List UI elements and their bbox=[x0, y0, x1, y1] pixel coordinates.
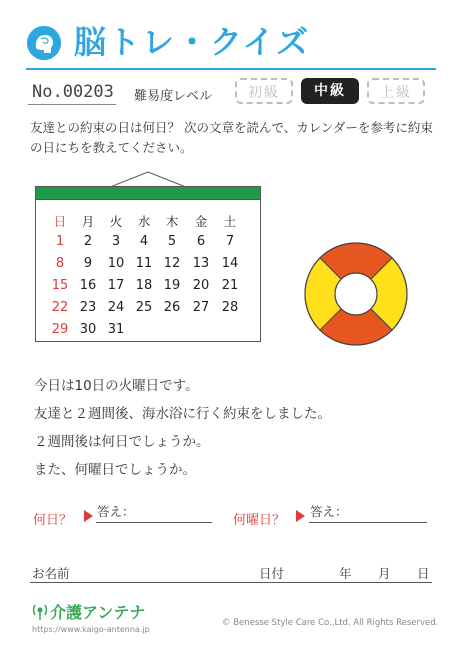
calendar-weekday: 火 bbox=[109, 214, 123, 229]
answer-question-day: 何日？ bbox=[33, 513, 73, 528]
year-label: 年 bbox=[339, 566, 352, 581]
calendar-day: 8 bbox=[55, 256, 65, 271]
calendar-day: 3 bbox=[111, 234, 121, 249]
calendar-weekday: 日 bbox=[53, 214, 67, 229]
calendar-day: 18 bbox=[135, 278, 153, 293]
calendar-day: 22 bbox=[51, 300, 69, 315]
answer-question-weekday: 何曜日？ bbox=[233, 513, 286, 528]
calendar-day: 12 bbox=[163, 256, 181, 271]
calendar-day: 2 bbox=[83, 234, 93, 249]
calendar-weekday: 土 bbox=[223, 214, 237, 229]
calendar-day: 1 bbox=[55, 234, 65, 249]
footer-line bbox=[30, 582, 432, 583]
calendar-weekday: 金 bbox=[194, 214, 208, 229]
level-badge-advanced: 上級 bbox=[367, 78, 425, 104]
day-label: 日 bbox=[417, 566, 430, 581]
calendar-day: 23 bbox=[79, 300, 97, 315]
calendar-day: 10 bbox=[107, 256, 125, 271]
calendar-header-bar bbox=[35, 186, 261, 200]
calendar-day: 29 bbox=[51, 322, 69, 337]
answer-line-day[interactable] bbox=[96, 522, 212, 523]
title-underline bbox=[26, 68, 436, 70]
date-label: 日付 bbox=[259, 566, 285, 581]
statement-4: また、何曜日でしょうか。 bbox=[34, 462, 196, 478]
calendar-day: 7 bbox=[225, 234, 235, 249]
copyright: © Benesse Style Care Co.,Ltd. All Rights Reserved. bbox=[222, 618, 439, 628]
calendar-day: 24 bbox=[107, 300, 125, 315]
difficulty-label: 難易度レベル bbox=[134, 89, 213, 104]
calendar-day: 19 bbox=[163, 278, 181, 293]
calendar-day: 6 bbox=[196, 234, 206, 249]
calendar-day: 14 bbox=[221, 256, 239, 271]
calendar-day: 13 bbox=[192, 256, 210, 271]
calendar-day: 17 bbox=[107, 278, 125, 293]
calendar-day: 9 bbox=[83, 256, 93, 271]
calendar-day: 4 bbox=[139, 234, 149, 249]
month-label: 月 bbox=[378, 566, 391, 581]
calendar-day: 20 bbox=[192, 278, 210, 293]
arrow-right-icon bbox=[296, 510, 306, 522]
antenna-icon bbox=[31, 602, 49, 620]
calendar-day: 26 bbox=[163, 300, 181, 315]
calendar-day: 30 bbox=[79, 322, 97, 337]
calendar-weekday: 木 bbox=[165, 214, 179, 229]
swim-ring-icon bbox=[302, 240, 410, 348]
page-title: 脳トレ・クイズ bbox=[74, 23, 311, 61]
logo-url[interactable]: https://www.kaigo-antenna.jp bbox=[32, 625, 150, 634]
brain-icon bbox=[27, 26, 61, 60]
statement-2: 友達と２週間後、海水浴に行く約束をしました。 bbox=[34, 406, 331, 422]
calendar-day: 21 bbox=[221, 278, 239, 293]
calendar-day: 15 bbox=[51, 278, 69, 293]
calendar-weekday: 水 bbox=[137, 214, 151, 229]
name-label: お名前 bbox=[32, 566, 70, 581]
calendar-day: 5 bbox=[167, 234, 177, 249]
logo-text: 介護アンテナ bbox=[50, 603, 146, 622]
answer-line-weekday[interactable] bbox=[309, 522, 427, 523]
calendar-day: 27 bbox=[192, 300, 210, 315]
question-text: 友達との約束の日は何日？ 次の文章を読んで、カレンダーを参考に約束の日にちを教えてください。 bbox=[30, 120, 433, 155]
statement-1: 今日は10日の火曜日です。 bbox=[34, 378, 199, 394]
quiz-number-underline bbox=[28, 104, 116, 105]
quiz-number: No.00203 bbox=[32, 82, 114, 102]
calendar-day: 11 bbox=[135, 256, 153, 271]
calendar-day: 25 bbox=[135, 300, 153, 315]
answer-label-weekday: 答え： bbox=[310, 504, 348, 519]
answer-label-day: 答え： bbox=[97, 504, 135, 519]
level-badge-beginner: 初級 bbox=[235, 78, 293, 104]
calendar-day: 16 bbox=[79, 278, 97, 293]
arrow-right-icon bbox=[84, 510, 94, 522]
calendar-day: 28 bbox=[221, 300, 239, 315]
statement-3: ２週間後は何日でしょうか。 bbox=[34, 434, 210, 450]
level-badge-intermediate: 中級 bbox=[301, 78, 359, 104]
calendar-weekday: 月 bbox=[81, 214, 95, 229]
calendar-day: 31 bbox=[107, 322, 125, 337]
